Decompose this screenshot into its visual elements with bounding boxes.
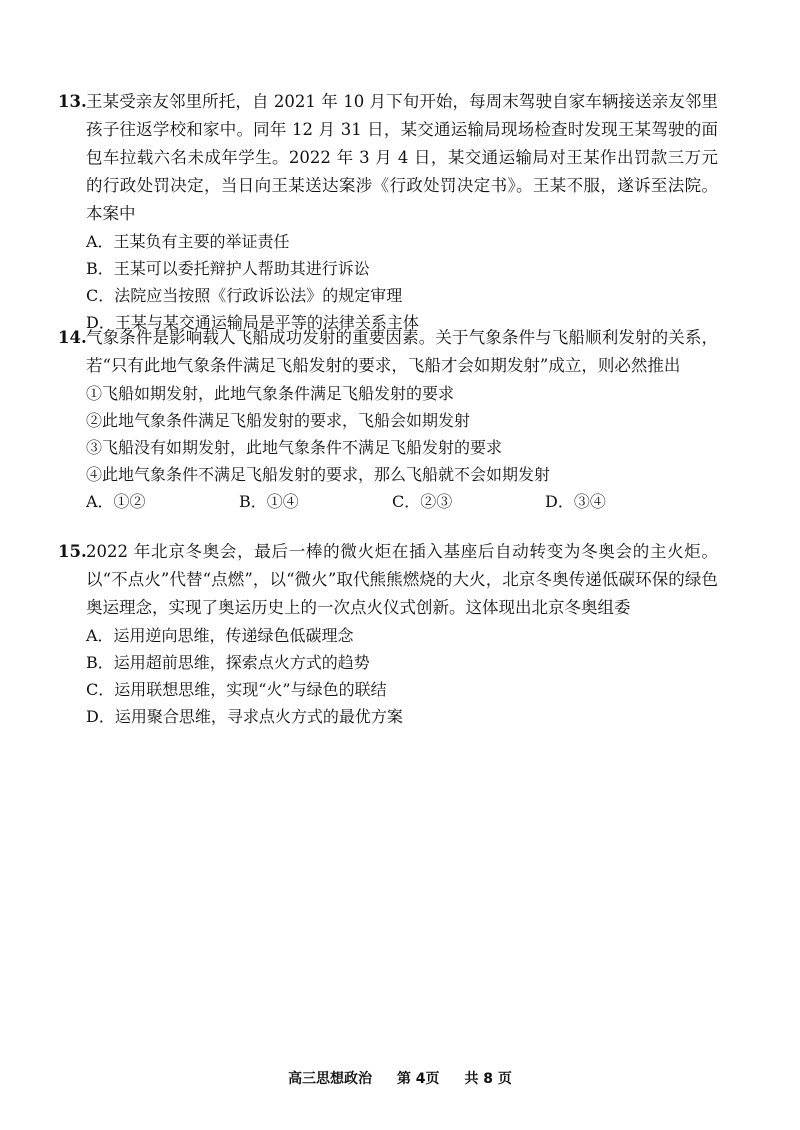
- option-d: D．运用聚合思维，寻求点火方式的最优方案: [86, 707, 403, 726]
- question-13: [58, 88, 718, 336]
- option-d: D．③④: [545, 492, 606, 511]
- option-c: C．运用联想思维，实现“火”与绿色的联结: [86, 680, 387, 699]
- statement-3: ③飞船没有如期发射，此地气象条件不满足飞船发射的要求: [86, 438, 503, 457]
- option-b: B．王某可以委托辩护人帮助其进行诉讼: [86, 259, 370, 278]
- option-c: C．②③: [392, 492, 453, 511]
- question-number: 14.: [58, 328, 87, 347]
- question-text: 气象条件是影响载人飞船成功发射的重要因素。关于气象条件与飞船顺利发射的关系，若“只有此地气象条件满足飞船发射的要求，飞船才会如期发射”成立，则必然推出: [86, 328, 718, 375]
- question-number: 13.: [58, 92, 87, 111]
- statement-1: ①飞船如期发射，此地气象条件满足飞船发射的要求: [86, 384, 455, 403]
- question-text: 王某受亲友邻里所托，自 2021 年 10 月下旬开始，每周末驾驶自家车辆接送亲友邻里孩子往返学校和家中。同年 12 月 31 日，某交通运输局现场检查时发现王某驾驶的面包车拉载六名未成年学生。2022 年 3 月 4 日，某交通运输局对王某作出罚款三万元的行政处罚决定，当日向王某送达案涉《行政处罚决定书》。王某不服，遂诉至法院。本案中: [86, 92, 718, 223]
- question-stem: [58, 538, 718, 622]
- footer-page-number: 第 4页: [396, 1071, 440, 1087]
- question-stem: [58, 88, 718, 228]
- option-a: A．运用逆向思维，传递绿色低碳理念: [86, 626, 354, 645]
- option-b: B．运用超前思维，探索点火方式的趋势: [86, 653, 370, 672]
- footer-subject: 高三思想政治: [288, 1071, 373, 1087]
- option-d: D．王某与某交通运输局是平等的法律关系主体: [86, 313, 419, 332]
- question-15: [58, 538, 718, 730]
- option-b: B．①④: [239, 492, 299, 511]
- option-a: A．王某负有主要的举证责任: [86, 232, 290, 251]
- footer-total-pages: 共 8 页: [464, 1071, 512, 1087]
- option-c: C．法院应当按照《行政诉讼法》的规定审理: [86, 286, 403, 305]
- question-text: 2022 年北京冬奥会，最后一棒的微火炬在插入基座后自动转变为冬奥会的主火炬。以“不点火”代替“点燃”，以“微火”取代熊熊燃烧的大火，北京冬奥传递低碳环保的绿色奥运理念，实现了奥运历史上的一次点火仪式创新。这体现出北京冬奥组委: [86, 542, 718, 617]
- question-stem: [58, 324, 718, 380]
- question-14: [58, 324, 718, 515]
- page-footer: [0, 1068, 800, 1088]
- statement-2: ②此地气象条件满足飞船发射的要求，飞船会如期发射: [86, 411, 471, 430]
- options-row: [58, 488, 718, 515]
- question-number: 15.: [58, 542, 87, 561]
- statement-4: ④此地气象条件不满足飞船发射的要求，那么飞船就不会如期发射: [86, 465, 551, 484]
- option-a: A．①②: [86, 492, 146, 511]
